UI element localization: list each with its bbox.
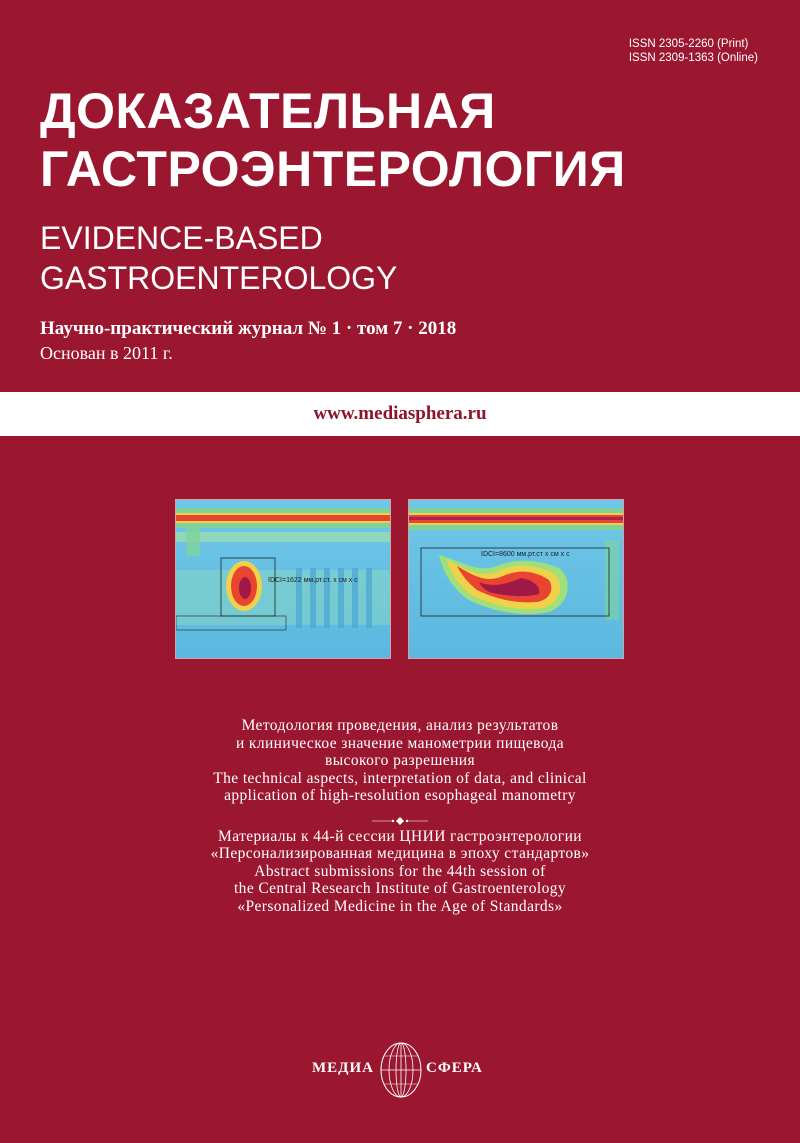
article-1-line: высокого разрешения (325, 752, 475, 769)
article-2-line: Материалы к 44-й сессии ЦНИИ гастроэнтерологии (218, 827, 582, 845)
website-bar (0, 392, 800, 436)
figure-2-annotation: IDCI=8600 мм.рт.ст x см x с (481, 551, 570, 558)
manometry-plot-1 (176, 500, 390, 658)
article-2-line: «Персонализированная медицина в эпоху стандартов» (210, 845, 590, 862)
website-link[interactable]: www.mediasphera.ru (313, 403, 487, 424)
article-1-line: Методология проведения, анализ результатов (241, 717, 559, 734)
figure-1-annotation: IDCI=1622 мм.рт.ст. x см x с (268, 577, 358, 584)
article-2-line: the Central Research Institute of Gastroenterology (233, 880, 567, 897)
issn-print: ISSN 2305-2260 (Print) (628, 38, 749, 50)
journal-info: Научно-практический журнал № 1 · том 7 · 2018 (40, 318, 457, 339)
globe-icon (378, 1040, 424, 1100)
article-1-line: и клиническое значение манометрии пищевода (235, 734, 565, 752)
article-2 (0, 828, 800, 916)
publisher-name-left: МЕДИА (312, 1060, 374, 1076)
manometry-figure-2 (408, 499, 624, 659)
article-2-line: Abstract submissions for the 44th session of (254, 862, 546, 880)
founded-text: Основан в 2011 г. (40, 343, 173, 363)
manometry-figure-1 (175, 499, 391, 659)
publisher-logo (0, 1040, 800, 1100)
title-ru-line2: ГАСТРОЭНТЕРОЛОГИЯ (40, 141, 626, 197)
article-1 (0, 717, 800, 805)
issn-online: ISSN 2309-1363 (Online) (628, 52, 758, 64)
issn-block (629, 37, 758, 65)
title-en-line1: EVIDENCE-BASED (40, 220, 323, 256)
journal-title-en (40, 218, 397, 298)
article-2-line: «Personalized Medicine in the Age of Standards» (237, 897, 563, 915)
journal-title-ru (40, 82, 626, 198)
title-ru-line1: ДОКАЗАТЕЛЬНАЯ (40, 83, 496, 139)
article-1-line: The technical aspects, interpretation of data, and clinical (213, 769, 587, 787)
ornament-divider (372, 816, 428, 826)
manometry-plot-2 (409, 500, 623, 658)
title-en-line2: GASTROENTEROLOGY (40, 260, 398, 296)
article-1-line: application of high-resolution esophageal manometry (224, 787, 576, 804)
publisher-name-right: СФЕРА (426, 1060, 483, 1076)
